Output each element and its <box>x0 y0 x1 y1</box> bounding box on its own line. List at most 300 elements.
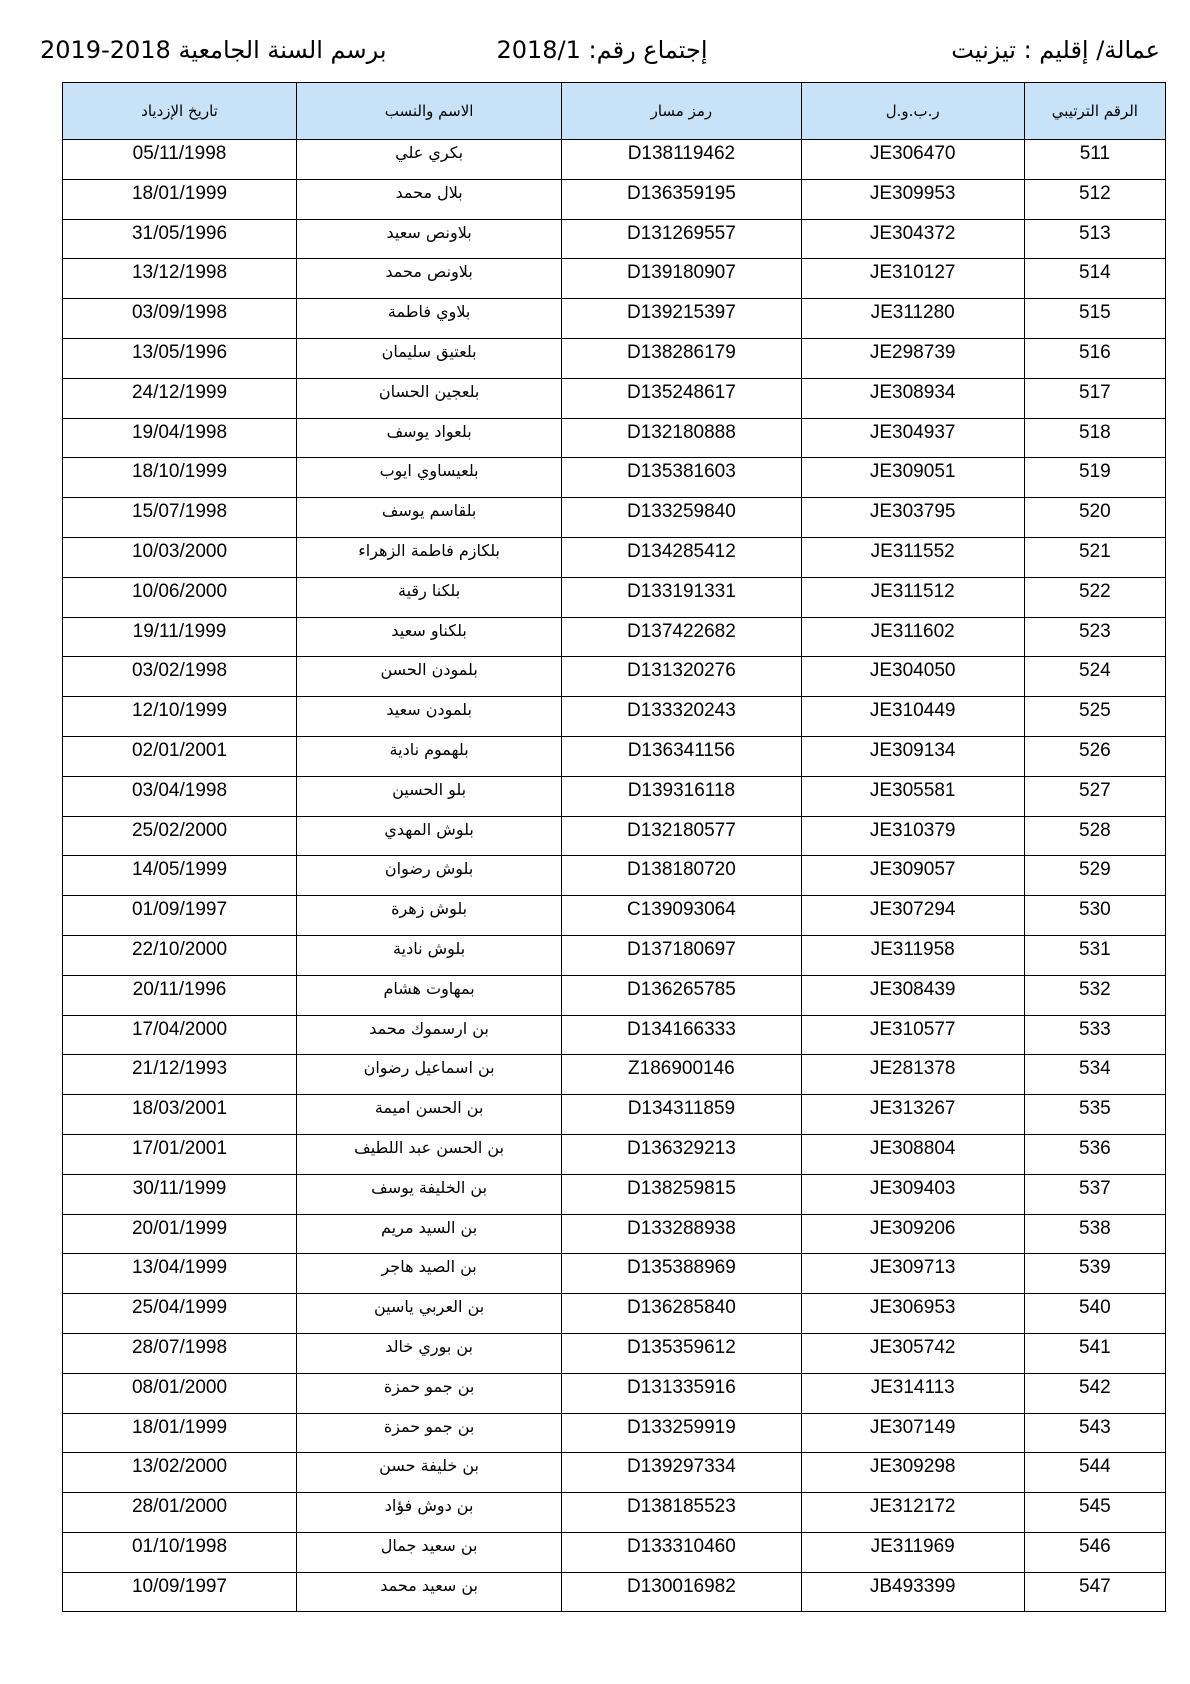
cin-cell-value: JE309713 <box>869 1257 956 1279</box>
cin-cell-value: JE309403 <box>869 1177 956 1199</box>
dob-cell <box>63 1294 297 1334</box>
name-cell <box>296 1055 561 1095</box>
massar-cell-value: D135381603 <box>626 461 736 483</box>
dob-cell-value: 01/10/1998 <box>131 1535 228 1557</box>
table-row <box>63 1055 1166 1095</box>
massar-cell-value: D136359195 <box>626 182 736 204</box>
name-cell-value: بن جمو حمزة <box>383 1416 475 1436</box>
massar-cell-value: D139297334 <box>626 1456 736 1478</box>
table-row <box>63 1134 1166 1174</box>
dob-cell-value: 20/11/1996 <box>132 978 227 1000</box>
massar-cell-value: D132180577 <box>626 819 736 841</box>
dob-cell <box>63 736 297 776</box>
cin-cell-value: JE308934 <box>869 381 956 403</box>
dob-cell-value: 18/10/1999 <box>131 461 228 483</box>
name-cell-value: بلوش زهرة <box>391 899 468 919</box>
dob-cell-value: 13/12/1998 <box>131 262 228 284</box>
name-cell <box>296 498 561 538</box>
name-cell-value: بلعتيق سليمان <box>381 341 477 361</box>
serial-cell-value: 515 <box>1079 302 1111 324</box>
table-row <box>63 617 1166 657</box>
massar-cell <box>562 1095 801 1135</box>
dob-cell-value: 12/10/1999 <box>131 700 228 722</box>
cin-cell <box>801 657 1024 697</box>
dob-cell <box>63 1015 297 1055</box>
massar-cell-value: D138259815 <box>626 1177 736 1199</box>
serial-cell-value: 516 <box>1079 341 1111 363</box>
serial-cell <box>1024 537 1165 577</box>
name-cell <box>296 1294 561 1334</box>
dob-cell <box>63 1493 297 1533</box>
cin-cell <box>801 617 1024 657</box>
massar-cell-value: D138180720 <box>626 859 736 881</box>
name-cell <box>296 975 561 1015</box>
name-cell-value: بن سعيد محمد <box>380 1575 478 1595</box>
cin-cell-value: JE310449 <box>869 700 956 722</box>
serial-cell-value: 534 <box>1079 1058 1111 1080</box>
cin-cell <box>801 1572 1024 1612</box>
name-cell <box>296 537 561 577</box>
serial-cell <box>1024 1015 1165 1055</box>
table-row <box>63 1413 1166 1453</box>
serial-cell <box>1024 1333 1165 1373</box>
dob-cell <box>63 179 297 219</box>
cin-cell-value: JE310379 <box>869 819 956 841</box>
name-cell-value: بن الخليفة يوسف <box>371 1177 488 1197</box>
document-header <box>40 36 1160 76</box>
serial-cell <box>1024 935 1165 975</box>
cin-cell-value: JE309206 <box>869 1217 956 1239</box>
massar-cell-value: D134311859 <box>627 1098 736 1120</box>
table-row <box>63 1294 1166 1334</box>
dob-cell-value: 28/07/1998 <box>131 1336 228 1358</box>
cin-cell-value: JE309953 <box>869 182 956 204</box>
dob-cell-value: 08/01/2000 <box>131 1376 228 1398</box>
cin-cell-value: JE309051 <box>869 461 956 483</box>
cin-cell-value: JE309057 <box>869 859 956 881</box>
dob-cell <box>63 1095 297 1135</box>
name-cell <box>296 896 561 936</box>
serial-cell-value: 518 <box>1079 421 1111 443</box>
serial-cell <box>1024 140 1165 180</box>
dob-cell <box>63 1532 297 1572</box>
serial-cell <box>1024 1134 1165 1174</box>
dob-cell <box>63 1134 297 1174</box>
serial-cell-value: 540 <box>1079 1297 1111 1319</box>
serial-cell-value: 542 <box>1079 1376 1111 1398</box>
serial-cell <box>1024 1095 1165 1135</box>
massar-cell <box>562 458 801 498</box>
table-header <box>63 83 1166 140</box>
table-row <box>63 378 1166 418</box>
name-cell-value: بلمودن الحسن <box>380 660 478 680</box>
table-row <box>63 896 1166 936</box>
serial-cell <box>1024 259 1165 299</box>
name-cell-value: بلاونص سعيد <box>386 222 472 242</box>
dob-cell <box>63 1254 297 1294</box>
cin-cell-value: JE311280 <box>870 302 955 324</box>
dob-cell <box>63 338 297 378</box>
name-cell <box>296 776 561 816</box>
table-row <box>63 259 1166 299</box>
dob-cell-value: 13/02/2000 <box>131 1456 228 1478</box>
table-row <box>63 1095 1166 1135</box>
dob-cell <box>63 896 297 936</box>
serial-cell <box>1024 816 1165 856</box>
serial-cell-value: 539 <box>1079 1257 1111 1279</box>
name-cell-value: بن بوري خالد <box>385 1336 473 1356</box>
massar-cell <box>562 179 801 219</box>
serial-cell <box>1024 1254 1165 1294</box>
massar-cell <box>562 1532 801 1572</box>
massar-cell <box>562 736 801 776</box>
table-row <box>63 498 1166 538</box>
massar-cell-value: Z186900146 <box>628 1058 735 1080</box>
dob-cell-value: 05/11/1998 <box>132 143 227 164</box>
massar-cell-value: D138119462 <box>627 143 736 164</box>
name-cell-value: بن خليفة حسن <box>379 1456 480 1476</box>
cin-cell-value: JE310577 <box>869 1018 956 1040</box>
table-row <box>63 458 1166 498</box>
serial-cell-value: 537 <box>1079 1177 1111 1199</box>
cin-cell-value: JE304050 <box>869 660 956 682</box>
cin-cell <box>801 1453 1024 1493</box>
serial-cell-value: 513 <box>1079 222 1111 244</box>
massar-cell-value: D136265785 <box>626 978 736 1000</box>
table-row <box>63 935 1166 975</box>
cin-cell <box>801 1214 1024 1254</box>
massar-cell <box>562 935 801 975</box>
dob-cell-value: 15/07/1998 <box>131 501 228 523</box>
massar-cell <box>562 299 801 339</box>
serial-cell <box>1024 776 1165 816</box>
table-row <box>63 219 1166 259</box>
table-row <box>63 537 1166 577</box>
cin-cell <box>801 697 1024 737</box>
cin-cell-value: JE308439 <box>869 978 956 1000</box>
cin-cell-value: JE306953 <box>869 1297 956 1319</box>
serial-cell-value: 522 <box>1079 580 1111 602</box>
cin-cell-value: JE310127 <box>869 262 956 284</box>
table-row <box>63 1572 1166 1612</box>
cin-cell-value: JE304372 <box>869 222 956 244</box>
name-cell-value: بلكازم فاطمة الزهراء <box>358 540 500 560</box>
name-cell <box>296 1572 561 1612</box>
name-cell <box>296 378 561 418</box>
name-cell-value: بن السيد مريم <box>381 1217 478 1237</box>
dob-cell-value: 25/04/1999 <box>131 1297 228 1319</box>
table-row <box>63 776 1166 816</box>
name-cell <box>296 458 561 498</box>
massar-cell-value: D136329213 <box>626 1137 736 1159</box>
serial-cell-value: 511 <box>1079 143 1111 164</box>
dob-cell <box>63 219 297 259</box>
cin-cell <box>801 1294 1024 1334</box>
serial-cell-value: 517 <box>1079 381 1111 403</box>
serial-cell-value: 528 <box>1079 819 1111 841</box>
name-cell <box>296 1373 561 1413</box>
dob-cell-value: 13/05/1996 <box>131 341 228 363</box>
name-cell <box>296 1453 561 1493</box>
cin-cell <box>801 338 1024 378</box>
cin-cell <box>801 856 1024 896</box>
name-cell-value: بلو الحسين <box>392 779 467 799</box>
students-table <box>62 82 1166 1612</box>
name-cell-value: بلعجين الحسان <box>378 381 480 401</box>
name-cell <box>296 577 561 617</box>
table-row <box>63 1015 1166 1055</box>
serial-cell-value: 525 <box>1079 700 1111 722</box>
dob-cell-value: 21/12/1993 <box>131 1058 228 1080</box>
serial-cell <box>1024 498 1165 538</box>
cin-cell <box>801 1174 1024 1214</box>
cin-cell <box>801 1373 1024 1413</box>
name-cell-value: بن ارسموك محمد <box>369 1018 489 1038</box>
cin-cell-value: JE312172 <box>869 1496 956 1518</box>
dob-cell <box>63 617 297 657</box>
dob-cell-value: 03/09/1998 <box>131 302 228 324</box>
dob-cell <box>63 1453 297 1493</box>
serial-cell-value: 520 <box>1079 501 1111 523</box>
cin-cell <box>801 219 1024 259</box>
serial-cell <box>1024 1453 1165 1493</box>
serial-cell <box>1024 736 1165 776</box>
name-cell <box>296 935 561 975</box>
name-cell <box>296 697 561 737</box>
name-cell-value: بن الصيد هاجر <box>381 1257 477 1277</box>
table-row <box>63 338 1166 378</box>
dob-cell <box>63 975 297 1015</box>
table-row <box>63 736 1166 776</box>
col-header-cin: ر.ب.و.ل <box>801 83 1024 140</box>
dob-cell <box>63 697 297 737</box>
table-row <box>63 179 1166 219</box>
dob-cell <box>63 577 297 617</box>
dob-cell <box>63 1373 297 1413</box>
meeting-label: إجتماع رقم: <box>588 36 708 64</box>
massar-cell-value: C139093064 <box>626 899 736 921</box>
dob-cell <box>63 140 297 180</box>
header-row <box>63 83 1166 140</box>
serial-cell <box>1024 299 1165 339</box>
massar-cell <box>562 498 801 538</box>
dob-cell <box>63 657 297 697</box>
dob-cell-value: 18/01/1999 <box>131 1416 228 1438</box>
serial-cell <box>1024 1055 1165 1095</box>
dob-cell-value: 14/05/1999 <box>131 859 228 881</box>
name-cell-value: بلوش رضوان <box>384 859 474 879</box>
table-row <box>63 418 1166 458</box>
serial-cell-value: 529 <box>1079 859 1111 881</box>
dob-cell-value: 18/01/1999 <box>131 182 228 204</box>
name-cell-value: بمهاوت هشام <box>383 978 475 998</box>
meeting-number: 2018/1 <box>496 36 581 64</box>
table-row <box>63 657 1166 697</box>
name-cell <box>296 140 561 180</box>
serial-cell <box>1024 458 1165 498</box>
massar-cell-value: D133310460 <box>626 1535 736 1557</box>
dob-cell-value: 17/01/2001 <box>131 1137 228 1159</box>
cin-cell <box>801 259 1024 299</box>
name-cell <box>296 1095 561 1135</box>
name-cell-value: بلقاسم يوسف <box>381 501 477 521</box>
name-cell-value: بلهموم نادية <box>389 739 469 759</box>
dob-cell-value: 03/04/1998 <box>131 779 228 801</box>
dob-cell-value: 31/05/1996 <box>131 222 228 244</box>
serial-cell <box>1024 617 1165 657</box>
massar-cell-value: D135388969 <box>626 1257 736 1279</box>
name-cell-value: بن الحسن اميمة <box>374 1098 484 1118</box>
dob-cell-value: 10/03/2000 <box>131 540 228 562</box>
name-cell-value: بن اسماعيل رضوان <box>363 1058 495 1078</box>
cin-cell-value: JE308804 <box>869 1137 956 1159</box>
cin-cell <box>801 816 1024 856</box>
cin-cell <box>801 1134 1024 1174</box>
name-cell-value: بلعيساوي ايوب <box>379 461 479 481</box>
massar-cell <box>562 1572 801 1612</box>
serial-cell <box>1024 657 1165 697</box>
cin-cell <box>801 1493 1024 1533</box>
col-header-massar: رمز مسار <box>562 83 801 140</box>
dob-cell <box>63 1174 297 1214</box>
name-cell <box>296 219 561 259</box>
cin-cell-value: JE311602 <box>870 620 955 642</box>
table-row <box>63 1493 1166 1533</box>
dob-cell-value: 24/12/1999 <box>131 381 228 403</box>
massar-cell-value: D133288938 <box>626 1217 736 1239</box>
cin-cell <box>801 179 1024 219</box>
massar-cell <box>562 896 801 936</box>
dob-cell <box>63 1214 297 1254</box>
serial-cell <box>1024 856 1165 896</box>
col-header-name: الاسم والنسب <box>296 83 561 140</box>
name-cell <box>296 1174 561 1214</box>
massar-cell <box>562 1254 801 1294</box>
table-row <box>63 856 1166 896</box>
cin-cell <box>801 378 1024 418</box>
serial-cell <box>1024 1294 1165 1334</box>
cin-cell-value: JE307294 <box>869 899 956 921</box>
cin-cell-value: JE311958 <box>870 938 955 960</box>
dob-cell <box>63 1333 297 1373</box>
massar-cell-value: D133191331 <box>626 580 736 602</box>
serial-cell <box>1024 1493 1165 1533</box>
cin-cell <box>801 975 1024 1015</box>
massar-cell-value: D133259919 <box>626 1416 736 1438</box>
cin-cell <box>801 776 1024 816</box>
serial-cell <box>1024 378 1165 418</box>
massar-cell-value: D139180907 <box>626 262 736 284</box>
cin-cell <box>801 458 1024 498</box>
cin-cell-value: JE311512 <box>870 580 955 602</box>
cin-cell <box>801 577 1024 617</box>
name-cell <box>296 617 561 657</box>
massar-cell <box>562 259 801 299</box>
cin-cell-value: JE305742 <box>869 1336 956 1358</box>
dob-cell <box>63 856 297 896</box>
table-row <box>63 1532 1166 1572</box>
cin-cell <box>801 140 1024 180</box>
massar-cell-value: D134166333 <box>626 1018 736 1040</box>
serial-cell <box>1024 1373 1165 1413</box>
massar-cell-value: D139215397 <box>626 302 736 324</box>
dob-cell <box>63 458 297 498</box>
name-cell <box>296 1015 561 1055</box>
name-cell <box>296 299 561 339</box>
serial-cell-value: 546 <box>1079 1535 1111 1557</box>
massar-cell-value: D133259840 <box>626 501 736 523</box>
cin-cell <box>801 498 1024 538</box>
name-cell-value: بن سعيد جمال <box>380 1535 478 1555</box>
serial-cell-value: 545 <box>1079 1496 1111 1518</box>
massar-cell-value: D132180888 <box>626 421 736 443</box>
serial-cell-value: 547 <box>1079 1575 1111 1597</box>
cin-cell <box>801 1254 1024 1294</box>
massar-cell <box>562 1174 801 1214</box>
name-cell <box>296 338 561 378</box>
name-cell <box>296 418 561 458</box>
serial-cell-value: 519 <box>1079 461 1111 483</box>
cin-cell <box>801 1055 1024 1095</box>
massar-cell-value: D136341156 <box>627 739 736 761</box>
massar-cell <box>562 697 801 737</box>
cin-cell-value: JE305581 <box>869 779 956 801</box>
dob-cell <box>63 1413 297 1453</box>
cin-cell <box>801 418 1024 458</box>
table-row <box>63 299 1166 339</box>
dob-cell-value: 19/04/1998 <box>131 421 228 443</box>
massar-cell-value: D131335916 <box>626 1376 736 1398</box>
table-row <box>63 1453 1166 1493</box>
table-row <box>63 1174 1166 1214</box>
massar-cell <box>562 219 801 259</box>
prefecture-label: عمالة/ إقليم : تيزنيت <box>951 36 1160 64</box>
cin-cell-value: JE306470 <box>869 143 956 164</box>
table-body <box>63 140 1166 1612</box>
table-row <box>63 577 1166 617</box>
name-cell <box>296 259 561 299</box>
name-cell <box>296 1333 561 1373</box>
dob-cell-value: 02/01/2001 <box>131 739 228 761</box>
massar-cell-value: D136285840 <box>626 1297 736 1319</box>
table-row <box>63 140 1166 180</box>
massar-cell <box>562 1294 801 1334</box>
massar-cell <box>562 338 801 378</box>
cin-cell-value: JB493399 <box>869 1575 956 1597</box>
dob-cell <box>63 935 297 975</box>
massar-cell <box>562 776 801 816</box>
name-cell-value: بلكناو سعيد <box>391 620 467 640</box>
dob-cell <box>63 259 297 299</box>
table-row <box>63 1254 1166 1294</box>
cin-cell <box>801 1532 1024 1572</box>
name-cell-value: بلوش المهدي <box>384 819 474 839</box>
massar-cell-value: D138185523 <box>626 1496 736 1518</box>
dob-cell-value: 01/09/1997 <box>131 899 228 921</box>
name-cell-value: بلوش نادية <box>393 938 466 958</box>
massar-cell-value: D135248617 <box>626 381 736 403</box>
massar-cell <box>562 140 801 180</box>
serial-cell-value: 530 <box>1079 899 1111 921</box>
serial-cell-value: 531 <box>1079 938 1111 960</box>
name-cell-value: بلعواد يوسف <box>386 421 472 441</box>
col-header-dob: تاريخ الإزدياد <box>63 83 297 140</box>
name-cell-value: بلاونص محمد <box>385 262 473 282</box>
name-cell-value: بن الحسن عبد اللطيف <box>354 1137 505 1157</box>
cin-cell-value: JE298739 <box>869 341 956 363</box>
name-cell <box>296 736 561 776</box>
serial-cell-value: 527 <box>1079 779 1111 801</box>
